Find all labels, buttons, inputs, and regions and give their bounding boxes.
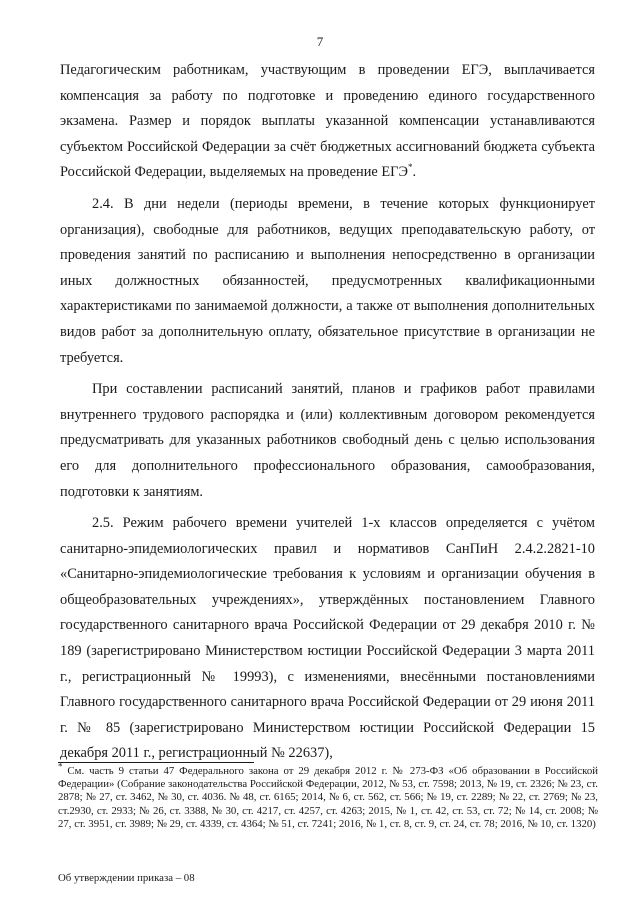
page-number: 7 — [316, 34, 324, 49]
paragraph-text: Педагогическим работникам, участвующим в проведении ЕГЭ, выплачивается компенсация за работу по подготовке и проведению единого государственного экзамена. Размер и порядок выплаты указанной компенсации устанавливаются субъектом Российской Федерации за счёт бюджетных ассигнований бюджета субъекта Российской Федерации, выделяемых на проведение ЕГЭ — [60, 62, 595, 181]
footnote-reference-mark: * — [408, 162, 413, 173]
footnote-text: См. часть 9 статьи 47 Федерального закона от 29 декабря 2012 г. № 273-ФЗ «Об образовании в Российской Федерации» (Собрание законодательства Российской Федерации, 2012, № 53, ст. 7598; 2013, № 19, ст. 2326; № 23, ст. 2878; № 27, ст. 3462, № 30, ст. 4036. № 48, ст. 6165; 2014, № 6, ст. 562, ст. 566; № 19, ст. 2289; № 22, ст. 2769; № 23, ст.2930, ст. 2933; № 26, ст. 3388, № 30, ст. 4217, ст. 4257, ст. 4263; 2015, № 1, ст. 42, ст. 53, ст. 72; № 14, ст. 2008; № 27, ст. 3951, ст. 3989; № 29, ст. 4339, ст. 4364; № 51, ст. 7241; 2016, № 1, ст. 8, ст. 9, ст. 24, ст. 78; 2016, № 10, ст. 1320) — [58, 765, 598, 830]
footnote — [58, 761, 598, 831]
footer-note: Об утверждении приказа – 08 — [58, 872, 195, 884]
paragraph-section-2-5: 2.5. Режим рабочего времени учителей 1-х классов определяется с учётом санитарно-эпидемиологических правил и нормативов СанПиН 2.4.2.2821-10 «Санитарно-эпидемиологические требования к условиям и организации обучения в общеобразовательных учреждениях», утверждённых постановлением Главного государственного санитарного врача Российской Федерации от 29 декабря 2010 г. № 189 (зарегистрировано Министерством юстиции Российской Федерации 3 марта 2011 г., регистрационный № 19993), с изменениями, внесёнными постановлениями Главного государственного санитарного врача Российской Федерации от 29 июня 2011 г. № 85 (зарегистрировано Министерством юстиции Российской Федерации 15 декабря 2011 г., регистрационный № 22637), — [60, 515, 595, 762]
paragraph-schedules: При составлении расписаний занятий, планов и графиков работ правилами внутреннего трудового распорядка и (или) коллективным договором рекомендуется предусматривать для указанных работников свободный день с целью использования его для дополнительного профессионального образования, самообразования, подготовки к занятиям. — [60, 381, 595, 500]
body-text — [60, 58, 595, 767]
paragraph-egэ-compensation: Педагогическим работникам, участвующим в проведении ЕГЭ, выплачивается компенсация за работу по подготовке и проведению единого государственного экзамена. Размер и порядок выплаты указанной компенсации устанавливаются субъектом Российской Федерации за счёт бюджетных ассигнований бюджета субъекта Российской Федерации, выделяемых на проведение ЕГЭ*. — [60, 62, 595, 181]
paragraph-section-2-4: 2.4. В дни недели (периоды времени, в течение которых функционирует организация), свободные для работников, ведущих преподавательскую работу, от проведения занятий по расписанию и выполнения непосредственно в организации иных должностных обязанностей, предусмотренных квалификационными характеристиками по занимаемой должности, а также от выполнения дополнительных видов работ за дополнительную оплату, обязательное присутствие в организации не требуется. — [60, 195, 595, 366]
footnote-divider — [58, 762, 254, 763]
footnote-mark: * — [58, 761, 63, 772]
